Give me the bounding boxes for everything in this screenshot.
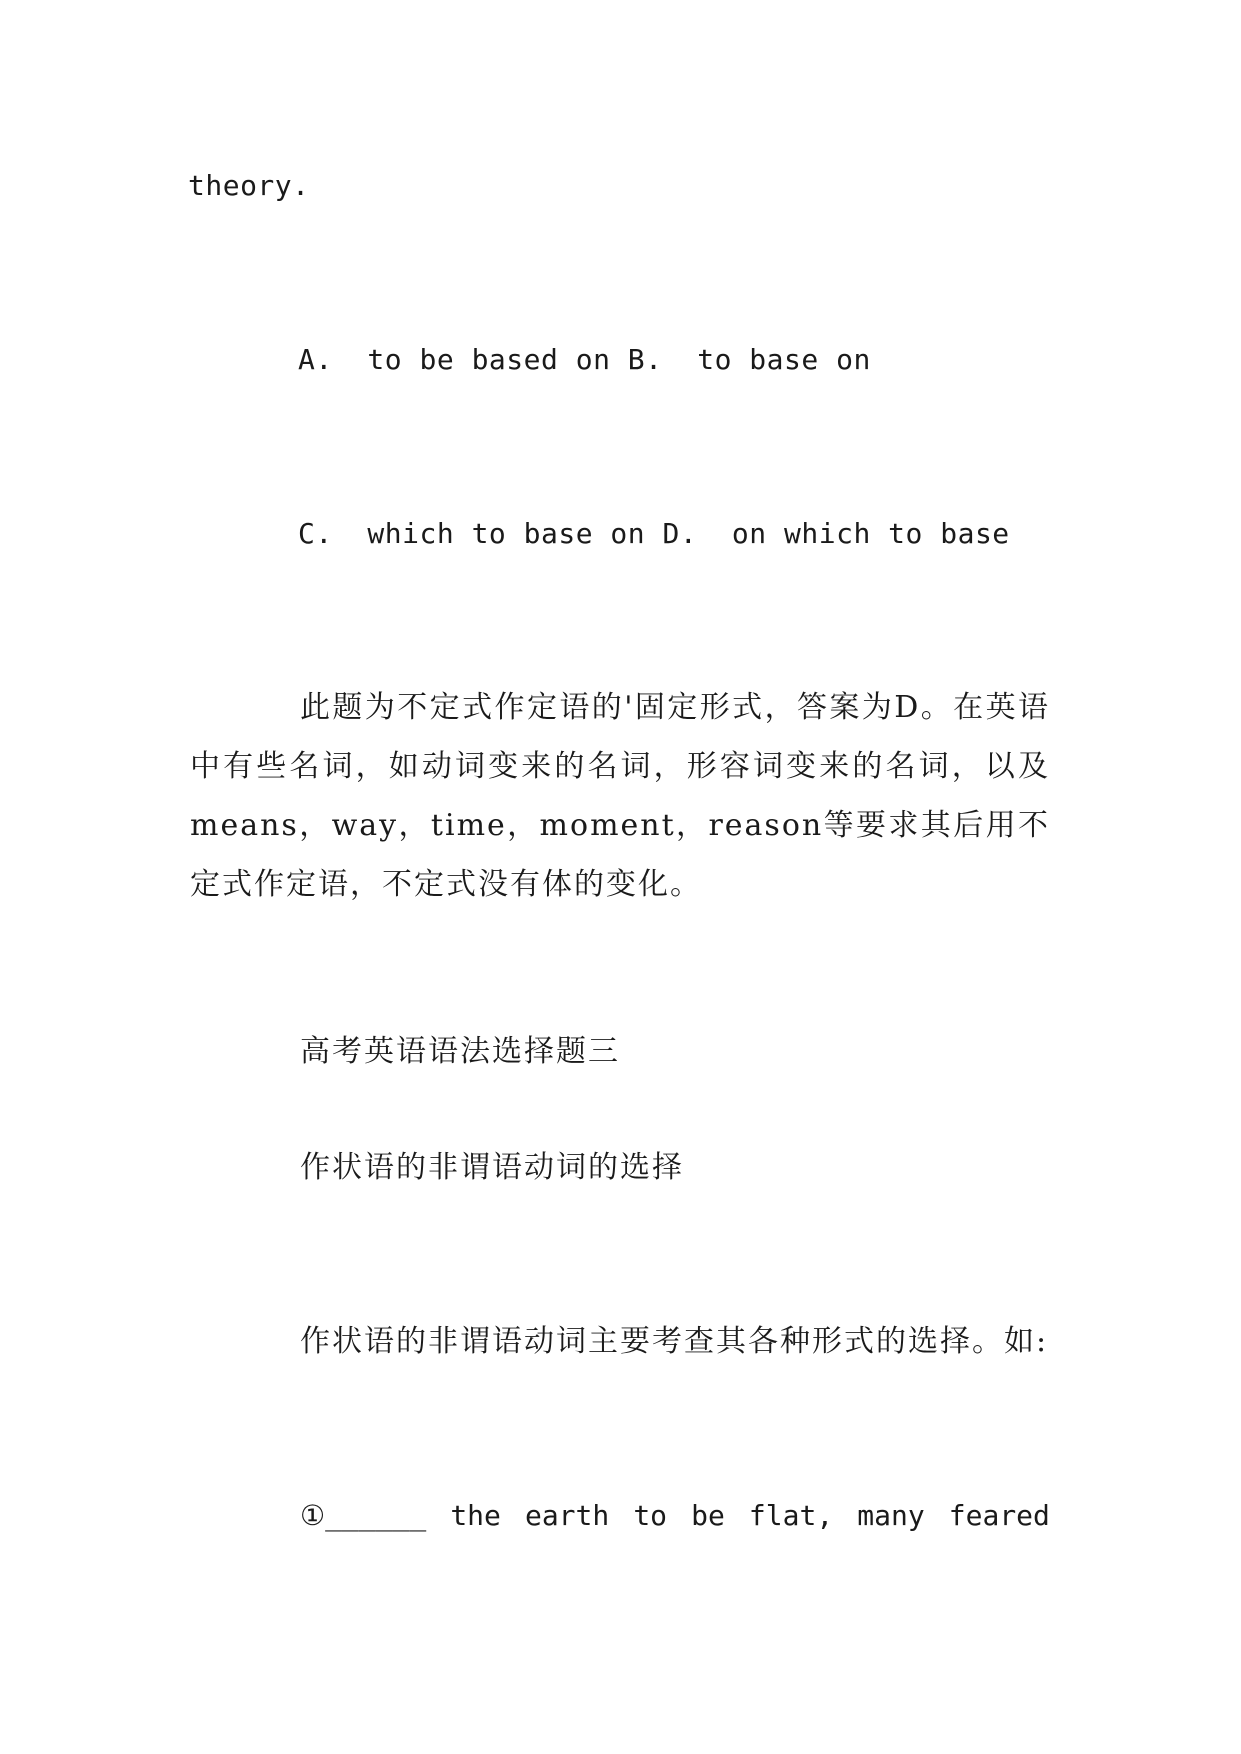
question-word: to: [633, 1499, 668, 1532]
section-subtitle: 作状语的非谓语动词的选择: [300, 1150, 684, 1185]
question-word: feared: [948, 1499, 1050, 1532]
question-number-with-blank: [300, 1496, 426, 1536]
section-title: 高考英语语法选择题三: [300, 1034, 620, 1069]
section-intro: 作状语的非谓语动词主要考查其各种形式的选择。如:: [300, 1324, 1049, 1359]
question-word: earth: [524, 1499, 610, 1532]
question-word: flat,: [748, 1499, 834, 1532]
question-word: the: [450, 1499, 501, 1532]
question-line: [300, 1496, 1050, 1536]
question-word: be: [691, 1499, 725, 1532]
question-word: many: [857, 1499, 925, 1532]
option-line-cd: C. which to base on D. on which to base: [298, 517, 1010, 550]
option-line-ab: A. to be based on B. to base on: [298, 343, 871, 376]
question-blank: ______: [325, 1499, 427, 1532]
text-line-theory: theory.: [188, 169, 310, 202]
explanation-paragraph: 此题为不定式作定语的'固定形式，答案为D。在英语中有些名词，如动词变来的名词，形容词变来的名词，以及means，way，time，moment，reason等要求其后用不定式作定语，不定式没有体的变化。: [190, 690, 1050, 902]
question-number: ①: [300, 1499, 326, 1532]
